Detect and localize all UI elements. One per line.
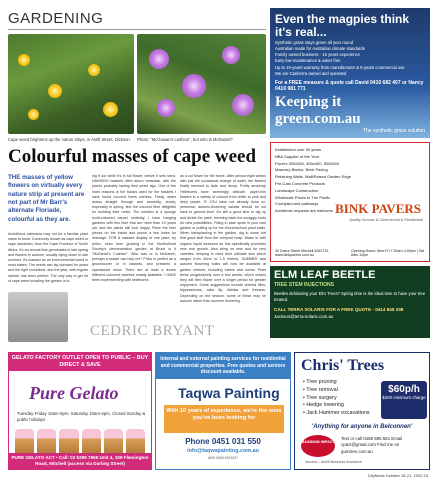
article-body-col1: Arctotheca calendula may not be a familiar plant name to most. Commonly known as cape weed or cape dandelion, from the Cape Province of South Africa, it's an annual that germinates in late spring and flowers in autumn, usually dying down in late summer. It's classed as an environmental weed in most states. The seeds can lay dormant for years and the right conditions, and the year, with regular rainfall, has been perfect. The only way to get rid of cape weed invading the garden is to bbox=[8, 232, 88, 283]
article-body-col3: as a cut flower for the home. After almost eight weeks with just the occasional change of water, the flowers finally seemed to fade and droop. Pretty amazing! Hellebores have seemingly delicate, paper-thin flowers in a variety of colours from white to pink and deep purple. IF YOU have not already done so, perennial, autumn-flowering salvias should be cut back to ground level. It's still a good time to dig up and divide the plant, trimming back the scraggly roots for new possibilities. Filling in bare spots in your own garden or putting up for the church/school plant stalls. When transplanting in the garden, dig in some turf that good stuff from the compost heap. Water in with organic liquid seaweed as this specifically promotes new root growth. Also bring on new root for new varieties, keeping in mind their ultimate size which ranges from 30cm to 1.5 metres. SUMMER and autumn flowering bulbs will now be available at garden centres, including tubers and corms. Plant these progressively over a few weeks, which means they will then flower over a longer period for greater enjoyment. Some suggestions include oriental lilies, hippeastrums, calla lily, dahlias and freesias. Depending on the season, some of these may be autumn rather than summer flowering. bbox=[180, 174, 266, 303]
gelato-ad-brand: Pure Gelato bbox=[29, 383, 119, 403]
article-body-col2: dig it out while it's in full flower, before it sets seed. HANGING baskets often adorn verandas, with the plant's probably having died years ago. One of the main reasons is the basics used for the baskets I have found coconut liners useless. Firstly, water drains straight through and secondly, slowly, especially in spring, find the coconut fibre delightful for building their nests. The solution is a sponge multi-coloured carpet underlay. I have hanging gardens with this liner that are more than 10 years old, and the plants still look happy. Place the liner pieces on the inside and punch a few holes for drainage. FOR A massed display of one plant, try phlox, seen here growing in the Horticultural Society's demonstration garden at Bruce is it "McDaniel's Cushion". Who was or is McDaniel, perhaps a reader can help me? Phlox is perfect as a groundcover or in baskets, and presents a spectacular show. There are at least a dozen different coloured varieties readily available. I HAVE been experimenting with hellebores bbox=[92, 174, 176, 283]
bink-ad-brand: BINK PAVERS bbox=[335, 201, 421, 216]
chris-ad-services: • Tree pruning • Tree removal • Tree surgery • Hedge lowering • Jack Hammer excavations bbox=[303, 379, 370, 417]
gelato-ad-top: GELATO FACTORY OUTLET OPEN TO PUBLIC – BUY DIRECT & SAVE bbox=[9, 353, 151, 371]
photo-caption-right: Photo: "McGowan's cushion", but who is McDaniel? bbox=[137, 137, 233, 142]
beetle-ad-call: CALL TERRA SOLARIS FOR A FREE QUOTE - 0414 845 338 bbox=[274, 307, 404, 313]
grass-ad-tagline: The synthetic grass solution bbox=[363, 127, 425, 134]
taqwa-ad-abn: ABN 58661983527 bbox=[207, 456, 239, 460]
bink-ad-tagline: Quality Service & Commercial & Residential bbox=[349, 218, 423, 222]
chris-ad-contact: Text or call 0468 695 561 Email cpact@gmail.com Find me on gumtree.com.au bbox=[341, 436, 403, 454]
article-lede: THE masses of yellow flowers on virtually every nature strip at present are not part of Mr Barr's alternate Floriade, colourful as they are. bbox=[8, 174, 85, 223]
bink-pavers-ad[interactable] bbox=[270, 142, 430, 262]
phlox-photo bbox=[137, 34, 266, 134]
grass-ad-cta: For a FREE measure & quote call David 0410 682 407 or Nancy 0410 981 771 bbox=[275, 79, 424, 92]
grass-ad-heading: Even the magpies think it's real... bbox=[275, 12, 410, 39]
beetle-ad-email: Jackson@terra-solaris.com.au bbox=[274, 314, 334, 320]
grass-ad-points: Synthetic grass stays green all year round Australian made for Australian climate standards Family owned business - 15 years experience Easy low maintenance & water free Up to 15-years warranty from manufacturer & 5-years commercial use We are Canberra owned and operated bbox=[275, 40, 405, 76]
beetle-ad-heading: ELM LEAF BEETLE bbox=[274, 269, 376, 281]
taqwa-ad-email: info@taqwapainting.com.au bbox=[187, 448, 259, 454]
author-photo bbox=[8, 292, 68, 342]
chris-ad-price-box: $60p/h $200 minimum charge bbox=[381, 381, 427, 419]
beetle-ad-blurb: Beetles defoliating your Elm Trees? Spring time is the ideal time to have your tree treated. bbox=[274, 291, 426, 302]
synthetic-grass-ad[interactable] bbox=[270, 8, 430, 138]
author-byline: CEDRIC BRYANT bbox=[90, 323, 215, 339]
taqwa-ad-top: Internal and external painting services for residential and commercial properties. Free quotes and seniors discount available. bbox=[156, 353, 290, 379]
chris-ad-tagline: 'Anything for anyone in Belconnen' bbox=[311, 424, 413, 430]
taqwa-ad-phone: Phone 0451 031 550 bbox=[185, 437, 261, 446]
elm-leaf-beetle-ad[interactable] bbox=[270, 266, 430, 338]
bink-ad-points: Established over 30 years NBA Supplier of the Year Pavers 300x300, 400x400, 500x500 Masonry Blocks, Brick Paving Retaining Walls, Wall/Raised Garden Edge Pre-Cast Concrete Products Landscape Construction Wholesale Prices to The Public Courtyard and pathways Architects requests are welcome bbox=[275, 147, 351, 214]
gelato-ad-hours: Tuesday-Friday 10am-5pm, Saturday 10am-4pm, Closed Sunday & public holidays bbox=[17, 411, 146, 423]
gelato-cones-image bbox=[15, 429, 145, 453]
photo-caption-left: Cape weed brightens up the nature strips, in Antill Street, Dickson. bbox=[8, 137, 131, 142]
pure-gelato-ad[interactable] bbox=[8, 352, 152, 470]
section-label: GARDENING bbox=[8, 10, 104, 27]
taqwa-ad-experience: With 10 years of experience, we're the ones you've been looking for bbox=[164, 405, 284, 433]
cape-weed-photo bbox=[8, 34, 134, 134]
article-headline: Colourful masses of cape weed bbox=[8, 146, 257, 167]
chris-ad-badge: MAXIMUM IMPACT bbox=[301, 435, 335, 457]
chris-ad-brand: Chris' Trees bbox=[301, 357, 385, 374]
bink-ad-address: 40 Dacre Street Mitchell 6262733 www.binkpavers.com.au bbox=[275, 248, 329, 258]
page-footer: CityNews October 15-21, 2020 23 bbox=[367, 473, 428, 478]
beetle-ad-sub: TREE STEM INJECTIONS bbox=[274, 282, 335, 288]
chris-ad-insurance: Insured – AAMI Business Insurance bbox=[305, 460, 362, 464]
grass-ad-brand: Keeping it green.com.au bbox=[275, 93, 361, 127]
taqwa-painting-ad[interactable] bbox=[155, 352, 291, 470]
chris-trees-ad[interactable] bbox=[294, 352, 430, 470]
section-rule bbox=[8, 29, 266, 30]
gelato-ad-contact: PURE GELATO ACT • Call: 02 6299 7995 Unit 4, 109 Flemington Road, Mitchell (access via Darling Street) bbox=[9, 453, 151, 469]
taqwa-ad-brand: Taqwa Painting bbox=[178, 385, 280, 401]
bink-ad-hours: Opening Hours: Mon-Fri 7.30am-4.00pm | Sat 8am-12pm bbox=[351, 248, 425, 258]
